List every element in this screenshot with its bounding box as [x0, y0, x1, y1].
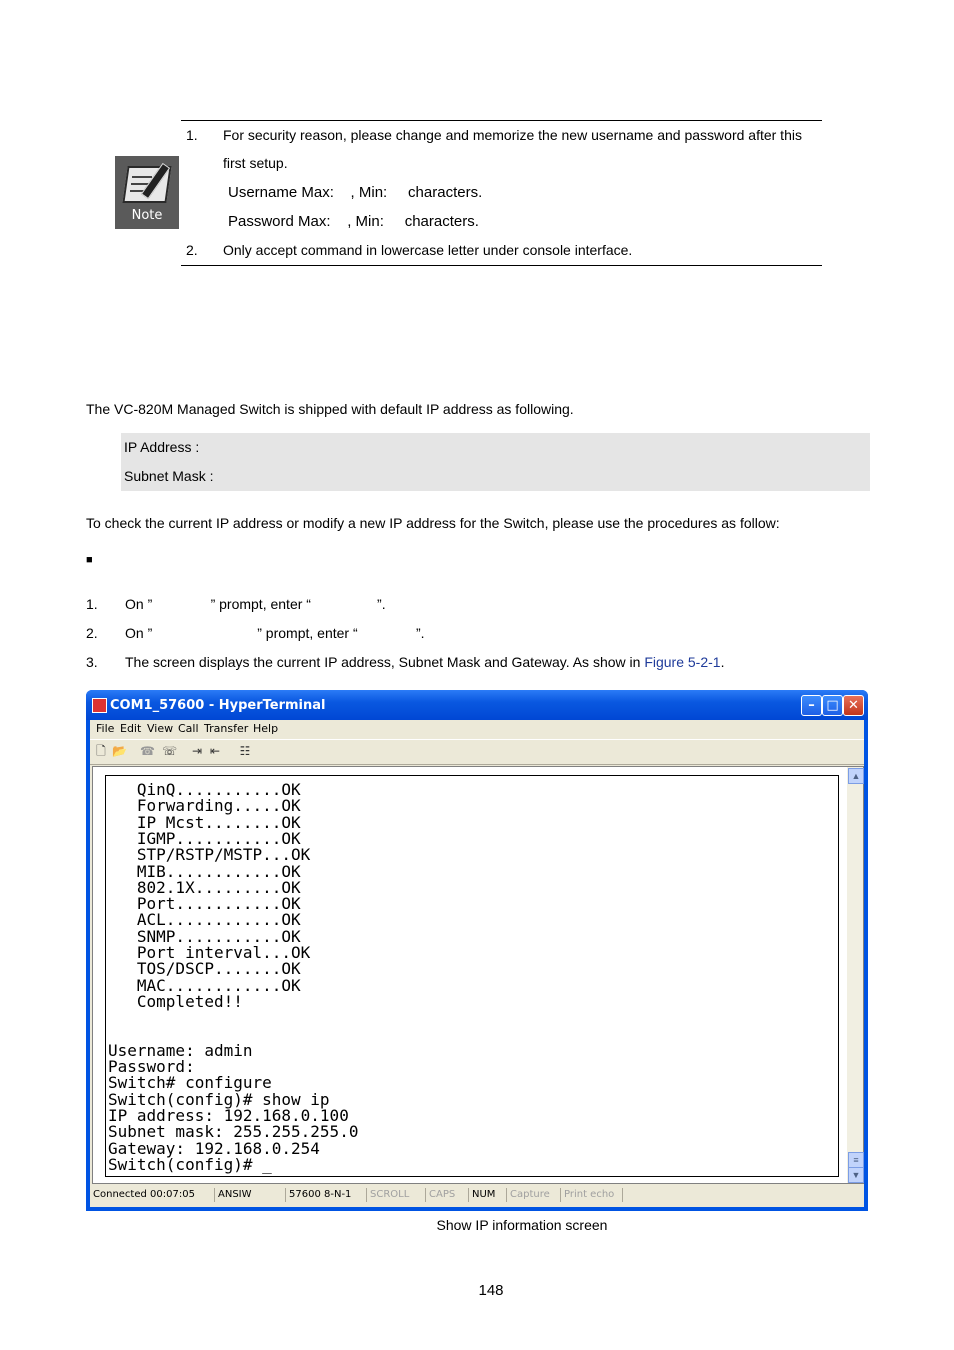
- step-3-number: 3.: [86, 654, 98, 670]
- menu-transfer[interactable]: Transfer: [204, 722, 249, 735]
- maximize-button[interactable]: □: [822, 695, 843, 716]
- check-text: To check the current IP address or modify a new IP address for the Switch, please use the procedures as follow:: [86, 515, 780, 531]
- receive-icon[interactable]: ⇤: [209, 744, 221, 758]
- scroll-down-icon[interactable]: ▼: [848, 1167, 864, 1183]
- password-limits: Password Max: , Min: characters.: [228, 213, 479, 230]
- note-item2-text: Only accept command in lowercase letter under console interface.: [223, 242, 633, 258]
- scroll-thumb[interactable]: ≡: [848, 1152, 864, 1168]
- status-scroll: SCROLL: [366, 1188, 409, 1202]
- status-port-settings: 57600 8-N-1: [285, 1188, 351, 1202]
- step-2-number: 2.: [86, 625, 98, 641]
- bullet-icon: ■: [86, 554, 93, 566]
- terminal-line: Switch(config)# _: [108, 1154, 272, 1174]
- new-icon[interactable]: 🗋: [96, 744, 106, 758]
- terminal-line: Switch(config)# show ip: [108, 1089, 330, 1109]
- username-limits: Username Max: , Min: characters.: [228, 184, 483, 201]
- step-1-text: On ” ” prompt, enter “ ”.: [125, 596, 386, 612]
- send-icon[interactable]: ⇥: [191, 744, 203, 758]
- terminal-line: MAC............OK: [108, 975, 301, 995]
- terminal-line: Forwarding.....OK: [108, 796, 301, 816]
- disconnect-icon[interactable]: ☎: [140, 744, 155, 758]
- window-title: COM1_57600 - HyperTerminal: [110, 698, 326, 713]
- status-num: NUM: [468, 1188, 495, 1202]
- intro-text: The VC-820M Managed Switch is shipped with default IP address as following.: [86, 401, 574, 417]
- terminal-line: IP Mcst........OK: [108, 812, 301, 832]
- vertical-scrollbar[interactable]: [847, 767, 863, 1183]
- window-client: [90, 720, 864, 1207]
- note-item2-number: 2.: [186, 242, 198, 258]
- status-end: [622, 1188, 626, 1202]
- figure-link[interactable]: Figure 5-2-1: [644, 654, 721, 670]
- terminal-line: Username: admin: [108, 1040, 253, 1060]
- toolbar: [90, 739, 864, 765]
- figure-caption: Show IP information screen: [436, 1217, 608, 1233]
- close-button[interactable]: ✕: [843, 695, 864, 716]
- step-3-end: .: [720, 654, 725, 670]
- status-print-echo: Print echo: [560, 1188, 614, 1202]
- terminal-line: 802.1X.........OK: [108, 877, 301, 897]
- minimize-button[interactable]: –: [801, 695, 822, 716]
- menu-edit[interactable]: Edit: [120, 722, 142, 735]
- terminal-line: Completed!!: [108, 991, 243, 1011]
- terminal-line: TOS/DSCP.......OK: [108, 959, 301, 979]
- terminal-line: ACL............OK: [108, 910, 301, 930]
- note-top-rule: [181, 120, 822, 121]
- menu-help[interactable]: Help: [253, 722, 279, 735]
- terminal-line: Subnet mask: 255.255.255.0: [108, 1122, 359, 1142]
- terminal-line: QinQ...........OK: [108, 780, 301, 799]
- menu-file[interactable]: File: [96, 722, 115, 735]
- app-icon: [92, 698, 107, 713]
- terminal-line: STP/RSTP/MSTP...OK: [108, 845, 311, 865]
- note-bottom-rule: [181, 265, 822, 266]
- note-item1-line1: For security reason, please change and memorize the new username and password after this: [223, 127, 802, 143]
- terminal-line: MIB............OK: [108, 861, 301, 881]
- step-1-number: 1.: [86, 596, 98, 612]
- note-item1-number: 1.: [186, 127, 198, 143]
- note-item1-line2: first setup.: [223, 155, 288, 171]
- terminal-screen[interactable]: [105, 775, 839, 1177]
- terminal-frame: [92, 766, 864, 1184]
- terminal-line: Port...........OK: [108, 894, 301, 914]
- hyperterminal-window: [86, 690, 868, 1211]
- menu-bar: [90, 720, 864, 738]
- dial-icon[interactable]: ☏: [162, 744, 178, 758]
- window-titlebar[interactable]: [86, 690, 868, 720]
- menu-call[interactable]: Call: [178, 722, 199, 735]
- status-connected: Connected 00:07:05: [93, 1189, 195, 1200]
- ip-address-label: IP Address :: [124, 439, 200, 455]
- status-caps: CAPS: [425, 1188, 455, 1202]
- menu-view[interactable]: View: [147, 722, 174, 735]
- open-icon[interactable]: 📂: [112, 744, 127, 758]
- terminal-line: Gateway: 192.168.0.254: [108, 1138, 320, 1158]
- properties-icon[interactable]: ☷: [239, 744, 251, 758]
- step-3-text: [125, 654, 724, 670]
- note-icon: Note: [115, 156, 179, 229]
- scroll-up-icon[interactable]: ▲: [848, 768, 864, 784]
- step-2-text: On ” ” prompt, enter “ ”.: [125, 625, 425, 641]
- status-emulation: ANSIW: [214, 1188, 252, 1202]
- status-bar: [90, 1185, 864, 1205]
- subnet-mask-label: Subnet Mask :: [124, 468, 214, 484]
- terminal-line: Password:: [108, 1057, 195, 1077]
- status-capture: Capture: [506, 1188, 550, 1202]
- terminal-line: Port interval...OK: [108, 943, 311, 962]
- terminal-line: IGMP...........OK: [108, 828, 301, 848]
- terminal-line: SNMP...........OK: [108, 926, 301, 946]
- step-3-body: The screen displays the current IP address, Subnet Mask and Gateway. As show in: [125, 654, 645, 670]
- terminal-line: Switch# configure: [108, 1073, 272, 1093]
- default-ip-box: [121, 433, 870, 491]
- terminal-line: IP address: 192.168.0.100: [108, 1106, 349, 1125]
- page-number: 148: [478, 1282, 504, 1299]
